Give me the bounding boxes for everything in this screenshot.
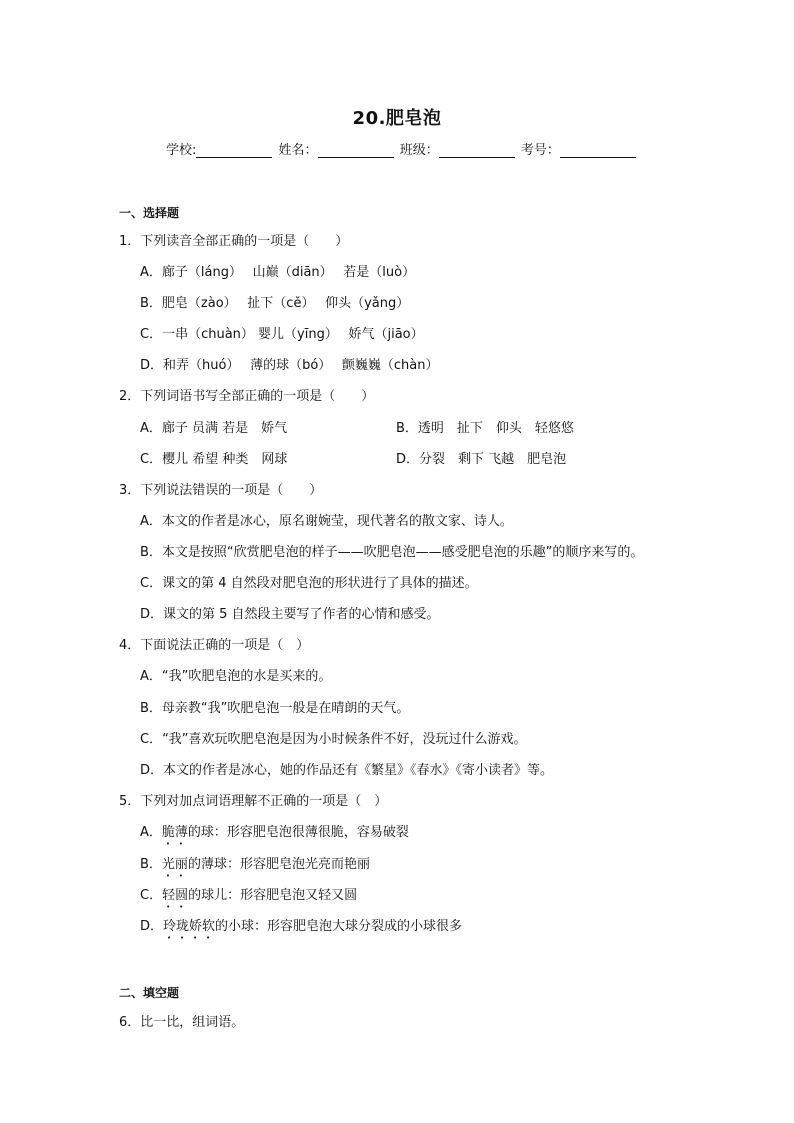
option-text: 的球：形容肥皂泡很薄很脆，容易破裂 xyxy=(187,825,409,840)
name-label: 姓名： xyxy=(278,143,318,158)
school-blank[interactable] xyxy=(196,143,272,158)
question-5-stem: 5．下列对加点词语理解不正确的一项是（ ） xyxy=(119,794,388,809)
dotted-word: 轻圆 xyxy=(162,888,189,903)
question-4-option-a: A．“我”吹肥皂泡的水是买来的。 xyxy=(140,669,332,684)
question-5-option-d: D．玲珑娇软的小球：形容肥皂泡大球分裂成的小球很多 xyxy=(140,919,463,934)
number-label: 考号： xyxy=(520,143,560,158)
question-1-stem: 1．下列读音全部正确的一项是（ ） xyxy=(119,234,349,249)
question-2-stem: 2．下列词语书写全部正确的一项是（ ） xyxy=(119,389,375,404)
question-3-stem: 3．下列说法错误的一项是（ ） xyxy=(119,483,323,498)
name-blank[interactable] xyxy=(318,143,394,158)
dotted-word: 光丽 xyxy=(161,857,188,872)
question-3-option-b: B．本文是按照“欣赏肥皂泡的样子——吹肥皂泡——感受肥皂泡的乐趣”的顺序来写的。 xyxy=(140,545,644,560)
class-blank[interactable] xyxy=(439,143,515,158)
number-blank[interactable] xyxy=(560,143,636,158)
page-title: 20.肥皂泡 xyxy=(352,108,442,129)
dotted-word: 玲珑娇软 xyxy=(163,919,216,934)
question-3-option-c: C．课文的第 4 自然段对肥皂泡的形状进行了具体的描述。 xyxy=(140,576,478,591)
question-2-option-b: B．透明 扯下 仰头 轻悠悠 xyxy=(396,421,574,436)
question-4-option-d: D．本文的作者是冰心，她的作品还有《繁星》《春水》《寄小读者》等。 xyxy=(140,763,554,778)
section-heading-choice: 一、选择题 xyxy=(119,206,180,220)
question-2-option-a: A．廊子 员满 若是 娇气 xyxy=(140,421,288,436)
question-3-option-a: A．本文的作者是冰心，原名谢婉莹，现代著名的散文家、诗人。 xyxy=(140,514,513,529)
school-label: 学校: xyxy=(166,143,197,158)
question-2-option-d: D．分裂 剩下 飞越 肥皂泡 xyxy=(396,452,567,467)
question-1-option-a: A．廊子（láng） 山巅（diān） 若是（luò） xyxy=(140,265,416,280)
option-text: 的薄球：形容肥皂泡光亮而艳丽 xyxy=(187,857,370,872)
dotted-word: 脆薄 xyxy=(161,825,188,840)
option-text: 的球儿：形容肥皂泡又轻又圆 xyxy=(188,888,358,903)
question-1-option-b: B．肥皂（zào） 扯下（cě） 仰头（yǎng） xyxy=(140,296,410,311)
question-3-option-d: D．课文的第 5 自然段主要写了作者的心情和感受。 xyxy=(140,607,440,622)
question-5-option-c: C．轻圆的球儿：形容肥皂泡又轻又圆 xyxy=(140,888,358,903)
question-4-option-b: B．母亲教“我”吹肥皂泡一般是在晴朗的天气。 xyxy=(140,701,410,716)
question-5-option-a: A．脆薄的球：形容肥皂泡很薄很脆，容易破裂 xyxy=(140,825,409,840)
question-4-stem: 4．下面说法正确的一项是（ ） xyxy=(119,638,310,653)
question-6-stem: 6．比一比，组词语。 xyxy=(119,1015,245,1030)
question-1-option-c: C．一串（chuàn） 婴儿（yīng） 娇气（jiāo） xyxy=(140,327,424,342)
question-5-option-b: B．光丽的薄球：形容肥皂泡光亮而艳丽 xyxy=(140,857,370,872)
class-label: 班级： xyxy=(399,143,439,158)
section-heading-fill: 二、填空题 xyxy=(119,986,180,1000)
question-2-option-c: C．樱儿 希望 种类 网球 xyxy=(140,452,288,467)
option-text: 的小球：形容肥皂泡大球分裂成的小球很多 xyxy=(215,919,463,934)
student-info-line xyxy=(166,139,638,158)
question-1-option-d: D．和弄（huó） 薄的球（bó） 颤巍巍（chàn） xyxy=(140,358,439,373)
question-4-option-c: C．“我”喜欢玩吹肥皂泡是因为小时候条件不好，没玩过什么游戏。 xyxy=(140,732,527,747)
